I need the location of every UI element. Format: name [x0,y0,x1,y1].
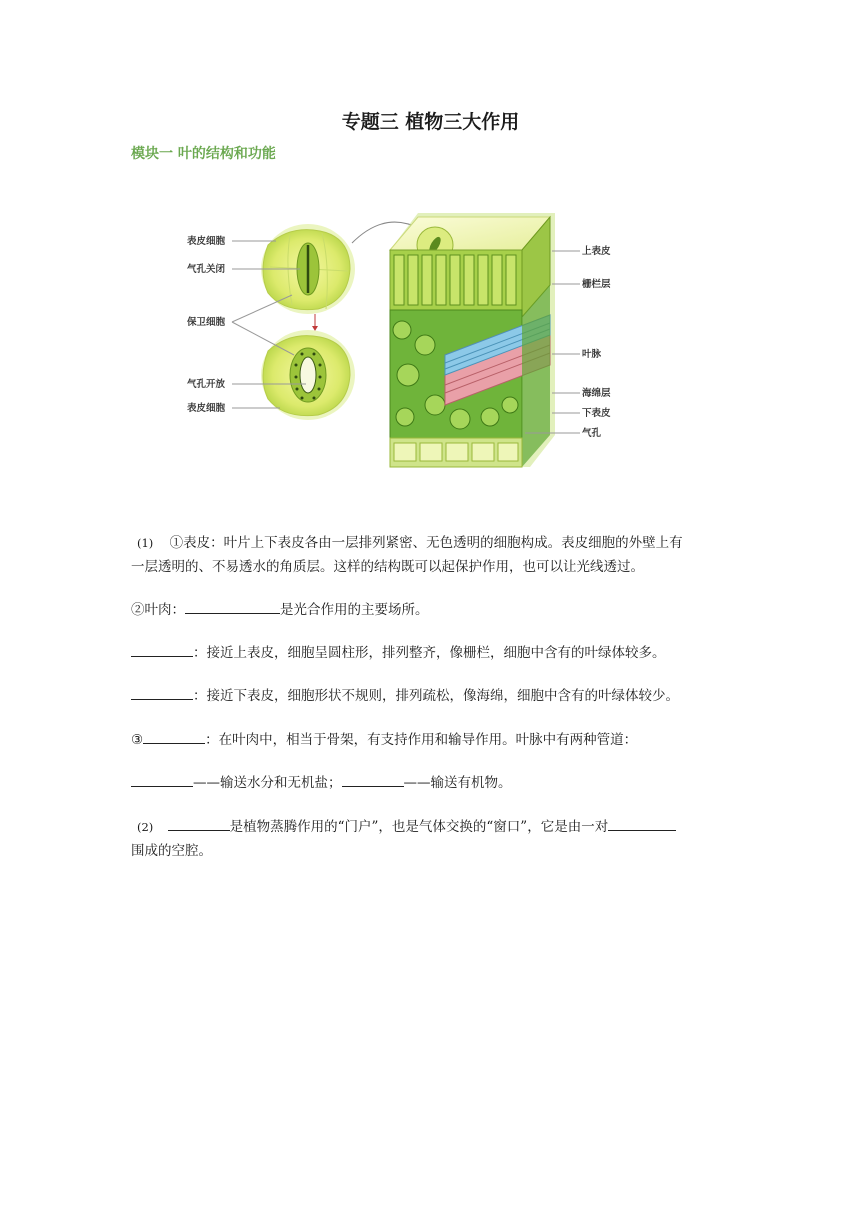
q2-line2: 围成的空腔。 [131,843,212,859]
q1-palisade [131,641,741,665]
mesophyll-prefix: ②叶肉： [131,602,185,618]
leaf-structure-figure [180,205,620,480]
q1-line2: 一层透明的、不易透水的角质层。这样的结构既可以起保护作用，也可以让光线透过。 [131,559,644,575]
label-stoma-open: 气孔开放 [187,379,226,390]
q2-text: 是植物蒸腾作用的“门户”，也是气体交换的“窗口”，它是由一对 [229,819,609,835]
blank-mesophyll[interactable] [185,598,280,614]
q1-number: (1) [137,536,154,550]
vein-prefix: ③ [131,732,144,748]
label-epidermal-cell-1: 表皮细胞 [187,236,226,247]
label-stoma-closed: 气孔关闭 [187,264,226,275]
label-spongy-layer: 海绵层 [582,388,611,399]
label-palisade-layer: 栅栏层 [582,279,611,290]
spongy-text: ：接近下表皮，细胞形状不规则，排列疏松，像海绵，细胞中含有的叶绿体较少。 [193,688,679,704]
blank-stoma[interactable] [168,815,230,831]
q2-number: (2) [137,820,154,834]
blank-vein[interactable] [143,728,205,744]
blank-sieve-tube[interactable] [342,771,404,787]
blank-vessel[interactable] [131,771,193,787]
vessel-text: ——输送水分和无机盐； [193,775,342,791]
label-upper-epidermis: 上表皮 [582,246,611,257]
label-vein: 叶脉 [582,349,602,360]
mesophyll-suffix: 是光合作用的主要场所。 [280,602,429,618]
label-guard-cell: 保卫细胞 [187,317,226,328]
label-epidermal-cell-2: 表皮细胞 [187,403,226,414]
module-heading: 模块一 叶的结构和功能 [131,146,276,162]
blank-spongy[interactable] [131,684,193,700]
label-lower-epidermis: 下表皮 [582,408,611,419]
blank-guard-cells[interactable] [608,815,676,831]
q1-spongy [131,684,741,708]
q1-line1 [131,531,741,555]
q1-epidermis-text: ①表皮：叶片上下表皮各由一层排列紧密、无色透明的细胞构成。表皮细胞的外壁上有 [169,535,683,551]
blank-palisade[interactable] [131,641,193,657]
q1-vein [131,728,741,752]
palisade-text: ：接近上表皮，细胞呈圆柱形，排列整齐，像栅栏，细胞中含有的叶绿体较多。 [193,645,666,661]
page-title: 专题三 植物三大作用 [341,111,520,133]
open-stoma-cell [261,330,355,420]
vein-text: ：在叶肉中，相当于骨架，有支持作用和输导作用。叶脉中有两种管道： [205,732,638,748]
leaf-diagram [180,205,620,480]
q1-tubes [131,771,741,795]
q2-line1 [131,815,741,839]
sieve-text: ——输送有机物。 [403,775,512,791]
q1-mesophyll [131,598,741,622]
label-stoma: 气孔 [582,428,602,439]
leaf-cross-section [385,213,585,470]
